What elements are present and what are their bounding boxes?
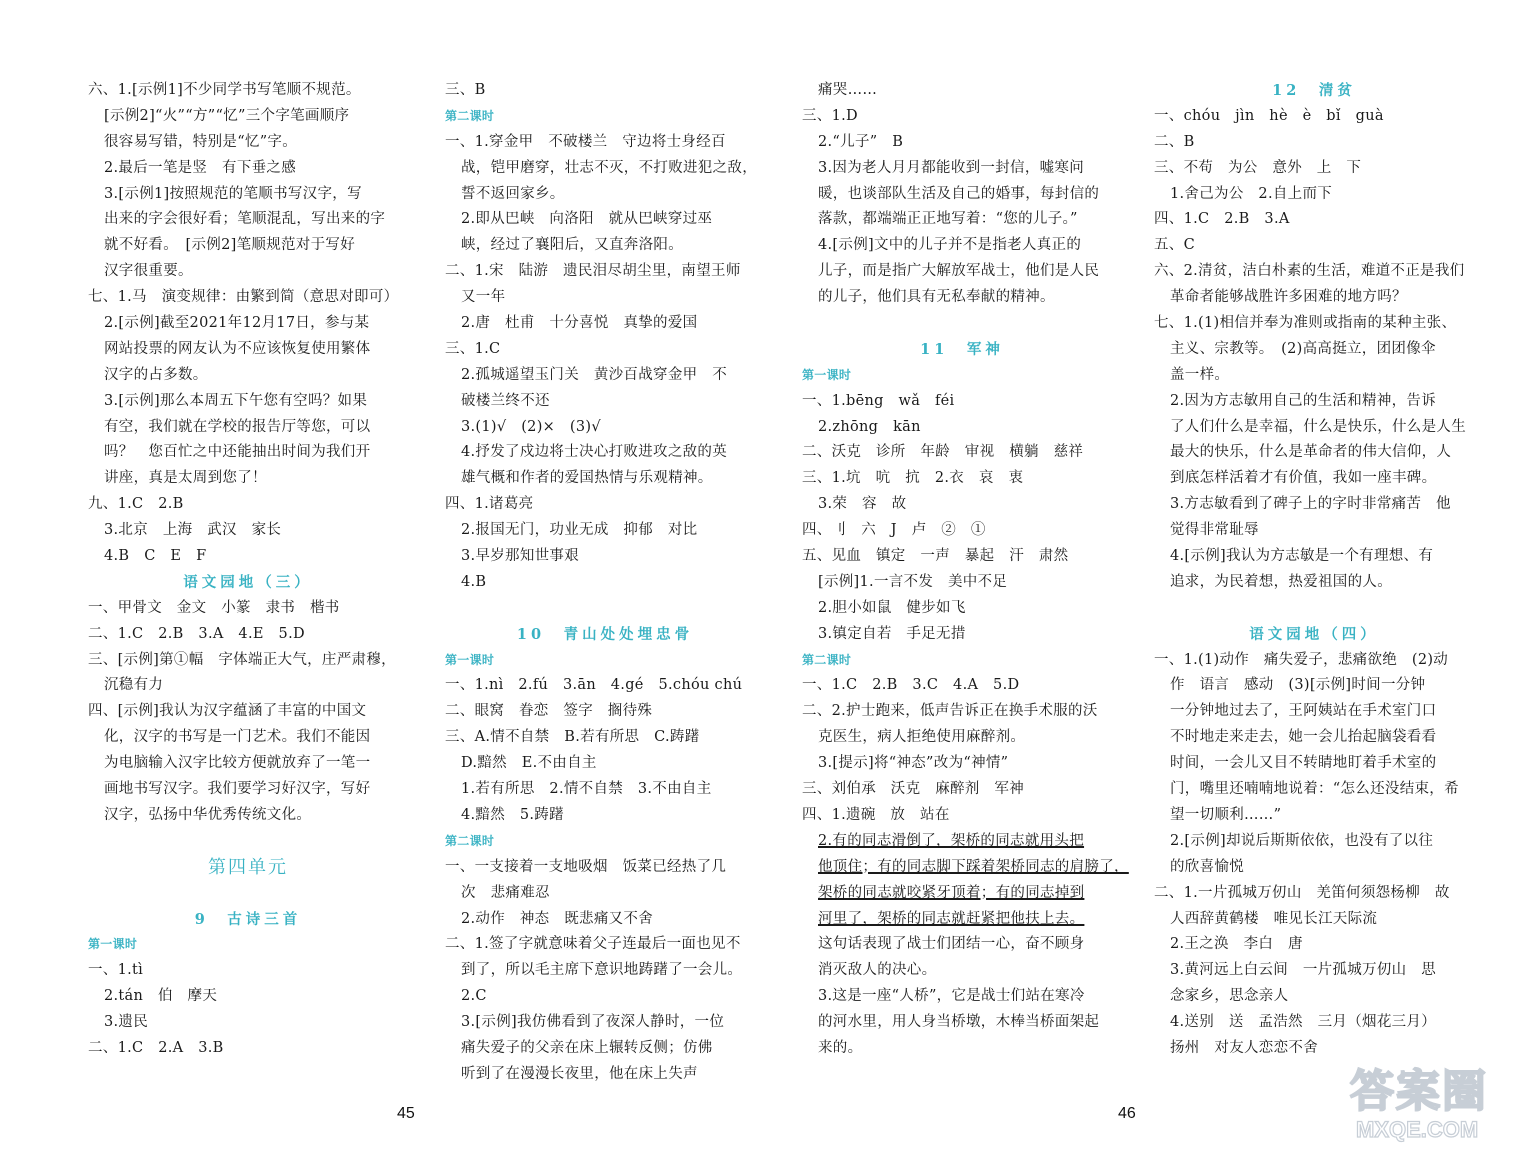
answer-line: 2.zhōng kān xyxy=(818,418,921,435)
answer-line: 2.胆小如鼠 健步如飞 xyxy=(818,599,966,616)
answer-line: 革命者能够战胜许多困难的地方吗？ xyxy=(1170,289,1407,306)
answer-line: 2.因为方志敏用自己的生活和精神，告诉 xyxy=(1170,392,1437,409)
answer-line: 峡，经过了襄阳后，又直奔洛阳。 xyxy=(461,237,683,254)
column-2 xyxy=(445,78,765,1088)
answer-line: [示例]1.一言不发 美中不足 xyxy=(818,573,1008,590)
answer-line: 一分钟地过去了，王阿姨站在手术室门口 xyxy=(1170,703,1437,720)
answer-line: 3.镇定自若 手足无措 xyxy=(818,625,966,642)
answer-line: 2.“儿子” B xyxy=(818,133,904,150)
answer-line: 3.(1)√ (2)× (3)√ xyxy=(461,418,601,435)
answer-line: 七、1.马 演变规律：由繁到简（意思对即可） xyxy=(88,289,399,306)
answer-line: 七、1.(1)相信并奉为准则或指南的某种主张、 xyxy=(1154,315,1457,332)
answer-line: 儿子，而是指广大解放军战士，他们是人民 xyxy=(818,263,1100,280)
lesson-label: 第一课时 xyxy=(445,652,495,667)
answer-line: 雄气概和作者的爱国热情与乐观精神。 xyxy=(461,470,713,487)
answer-line: 讲座，真是太周到您了！ xyxy=(104,470,267,487)
answer-line: 的欣喜愉悦 xyxy=(1170,858,1244,875)
answer-line: 3.[示例]我仿佛看到了夜深人静时，一位 xyxy=(461,1014,725,1031)
section-heading: 12 清贫 xyxy=(1272,82,1356,99)
answer-line: 3.因为老人月月都能收到一封信，嘘寒问 xyxy=(818,159,1085,176)
answer-line: 汉字，弘扬中华优秀传统文化。 xyxy=(104,806,312,823)
answer-line: 吗？ 您百忙之中还能抽出时间为我们开 xyxy=(104,444,371,461)
answer-line: 来的。 xyxy=(818,1039,863,1056)
lesson-label: 第一课时 xyxy=(802,367,852,382)
answer-line: 架桥的同志就咬紧牙顶着；有的同志掉到 xyxy=(818,884,1085,901)
answer-line: 为电脑输入汉字比较方便就放弃了一笔一 xyxy=(104,755,371,772)
answer-line: 网站投票的网友认为不应该恢复使用繁体 xyxy=(104,340,371,357)
answer-line: 三、不苟 为公 意外 上 下 xyxy=(1154,159,1362,176)
answer-line: 四、刂 六 J 卢 ② ① xyxy=(802,522,986,539)
answer-line: 念家乡，思念亲人 xyxy=(1170,988,1289,1005)
section-heading: 语文园地（四） xyxy=(1249,625,1379,643)
answer-line: 有空，我们就在学校的报告厅等您，可以 xyxy=(104,418,371,435)
answer-line: 克医生，病人拒绝使用麻醉剂。 xyxy=(818,729,1026,746)
answer-line: 这句话表现了战士们团结一心，奋不顾身 xyxy=(818,936,1085,953)
answer-line: 2.最后一笔是竖 有下垂之感 xyxy=(104,159,297,176)
answer-line: 4.B xyxy=(461,573,487,590)
answer-line: 四、[示例]我认为汉字蕴涵了丰富的中国文 xyxy=(88,703,367,720)
answer-line: 了人们什么是幸福，什么是快乐，什么是人生 xyxy=(1170,418,1466,435)
watermark-text: 答案圈 xyxy=(1350,1066,1488,1117)
answer-line: 作 语言 感动 (3)[示例]时间一分钟 xyxy=(1170,677,1426,694)
section-heading: 11 军神 xyxy=(920,340,1004,358)
answer-line: 一、1.tì xyxy=(88,962,144,979)
answer-line: 4.[示例]文中的儿子并不是指老人真正的 xyxy=(818,237,1082,254)
answer-line: 一、一支接着一支地吸烟 饭菜已经热了几 xyxy=(445,858,727,875)
answer-line: 2.即从巴峡 向洛阳 就从巴峡穿过巫 xyxy=(461,211,713,228)
answer-line: 一、1.C 2.B 3.C 4.A 5.D xyxy=(802,677,1020,694)
answer-line: 2.孤城遥望玉门关 黄沙百战穿金甲 不 xyxy=(461,366,728,383)
column-4 xyxy=(1154,78,1474,1062)
answer-line: 4.送别 送 孟浩然 三月（烟花三月） xyxy=(1170,1014,1437,1031)
answer-line: 3.荣 容 故 xyxy=(818,496,907,513)
answer-line: 3.[示例1]按照规范的笔顺书写汉字，写 xyxy=(104,185,362,202)
answer-line: 2.[示例]截至2021年12月17日，参与某 xyxy=(104,315,370,332)
answer-line xyxy=(802,311,1122,337)
answer-line: 三、A.情不自禁 B.若有所思 C.踌躇 xyxy=(445,729,700,746)
answer-line: 到底怎样活着才有价值，我如一座丰碑。 xyxy=(1170,470,1437,487)
answer-line: 3.北京 上海 武汉 家长 xyxy=(104,522,282,539)
section-heading: 语文园地（三） xyxy=(183,573,313,591)
answer-line: 破楼兰终不还 xyxy=(461,392,550,409)
answer-line: 四、1.C 2.B 3.A xyxy=(1154,211,1290,228)
answer-line: 二、1.一片孤城万仞山 羌笛何须怨杨柳 故 xyxy=(1154,884,1450,901)
answer-line: D.黯然 E.不由自主 xyxy=(461,755,597,772)
answer-line: 二、1.签了字就意味着父子连最后一面也见不 xyxy=(445,936,741,953)
answer-line: 痛失爱子的父亲在床上辗转反侧；仿佛 xyxy=(461,1039,713,1056)
answer-line: 4.抒发了戍边将士决心打败进攻之敌的英 xyxy=(461,444,728,461)
answer-line: 三、B xyxy=(445,82,486,98)
answer-line: 3.这是一座“人桥”，它是战士们站在寒冷 xyxy=(818,988,1085,1005)
answer-line: 2.王之涣 李白 唐 xyxy=(1170,936,1303,953)
answer-line: 四、1.遗碗 放 站在 xyxy=(802,806,950,823)
answer-line xyxy=(88,881,408,907)
answer-line: 一、1.nì 2.fú 3.ān 4.gé 5.chóu chú xyxy=(445,677,743,694)
section-heading: 9 古诗三首 xyxy=(194,910,302,928)
answer-line: 扬州 对友人恋恋不舍 xyxy=(1170,1039,1318,1056)
answer-line: 汉字很重要。 xyxy=(104,263,193,280)
answer-line: 一、1.穿金甲 不破楼兰 守边将士身经百 xyxy=(445,133,726,150)
answer-line: 2.动作 神态 既悲痛又不舍 xyxy=(461,910,654,927)
answer-line: 二、1.C 2.A 3.B xyxy=(88,1039,224,1056)
answer-line: 3.方志敏看到了碑子上的字时非常痛苦 他 xyxy=(1170,496,1451,513)
answer-line xyxy=(1154,596,1474,622)
answer-line: 九、1.C 2.B xyxy=(88,496,184,513)
answer-line: 痛哭…… xyxy=(818,82,878,98)
answer-line: 誓不返回家乡。 xyxy=(461,185,565,202)
answer-line: 三、1.D xyxy=(802,107,858,124)
page-number-left: 45 xyxy=(397,1105,415,1122)
answer-line: [示例2]“火”“方”“忆”三个字笔画顺序 xyxy=(104,107,350,124)
answer-line: 很容易写错，特别是“忆”字。 xyxy=(104,133,298,150)
answer-line: 不时地走来走去，她一会儿抬起脑袋看看 xyxy=(1170,729,1437,746)
section-heading: 10 青山处处埋忠骨 xyxy=(516,625,694,643)
answer-line: 三、1.坑 吭 抗 2.衣 哀 衷 xyxy=(802,470,1024,487)
answer-line: 战，铠甲磨穿，壮志不灭，不打败进犯之敌， xyxy=(461,159,757,176)
answer-line: 3.早岁那知世事艰 xyxy=(461,548,580,565)
answer-line: 二、1.宋 陆游 遗民泪尽胡尘里，南望王师 xyxy=(445,263,741,280)
answer-line: 汉字的占多数。 xyxy=(104,366,208,383)
answer-line: 望一切顺利……” xyxy=(1170,806,1282,823)
answer-line: 就不好看。 [示例2]笔顺规范对于写好 xyxy=(104,237,355,254)
answer-line: 4.[示例]我认为方志敏是一个有理想、有 xyxy=(1170,548,1434,565)
answer-line: 化，汉字的书写是一门艺术。我们不能因 xyxy=(104,729,371,746)
answer-line: 五、见血 镇定 一声 暴起 汗 肃然 xyxy=(802,548,1069,565)
watermark-logo xyxy=(1350,1055,1530,1147)
answer-line: 4.黯然 5.踌躇 xyxy=(461,806,564,823)
answer-line: 2.唐 杜甫 十分喜悦 真挚的爱国 xyxy=(461,315,698,332)
answer-line: 画地书写汉字。我们要学习好汉字，写好 xyxy=(104,781,371,798)
answer-line: 三、刘伯承 沃克 麻醉剂 军神 xyxy=(802,781,1024,798)
answer-line: 他顶住；有的同志脚下踩着架桥同志的肩膀了， xyxy=(818,858,1129,875)
answer-line: 1.舍己为公 2.自上而下 xyxy=(1170,185,1333,202)
answer-line: 2.C xyxy=(461,988,487,1005)
lesson-label: 第二课时 xyxy=(445,108,495,123)
answer-line: 时间，一会儿又目不转睛地盯着手术室的 xyxy=(1170,755,1437,772)
answer-line: 1.若有所思 2.情不自禁 3.不由自主 xyxy=(461,781,712,798)
answer-line: 出来的字会很好看；笔顺混乱，写出来的字 xyxy=(104,211,386,228)
column-1 xyxy=(88,78,408,1062)
answer-line: 2.[示例]却说后斯斯依依，也没有了以往 xyxy=(1170,832,1434,849)
answer-line: 的河水里，用人身当桥墩，木棒当桥面架起 xyxy=(818,1014,1100,1031)
answer-line: 2.有的同志滑倒了，架桥的同志就用头把 xyxy=(818,832,1085,849)
column-3 xyxy=(802,78,1129,1062)
answer-line: 落款，都端端正正地写着：“您的儿子。” xyxy=(818,211,1078,228)
answer-line: 沉稳有力 xyxy=(104,677,164,694)
answer-line: 二、沃克 诊所 年龄 审视 横躺 慈祥 xyxy=(802,444,1084,461)
lesson-label: 第二课时 xyxy=(802,652,852,667)
answer-line: 又一年 xyxy=(461,289,506,306)
answer-line: 暖，也谈部队生活及自己的婚事，每封信的 xyxy=(818,185,1100,202)
answer-line: 消灭敌人的决心。 xyxy=(818,962,937,979)
answer-line: 四、1.诸葛亮 xyxy=(445,496,534,513)
answer-line: 人西辞黄鹤楼 唯见长江天际流 xyxy=(1170,910,1378,927)
answer-line: 的儿子，他们具有无私奉献的精神。 xyxy=(818,289,1055,306)
answer-line: 盖一样。 xyxy=(1170,366,1230,383)
answer-line: 二、眼窝 眷恋 签字 搁待殊 xyxy=(445,703,653,720)
answer-line: 到了，所以毛主席下意识地踌躇了一会儿。 xyxy=(461,962,743,979)
answer-line: 最大的快乐，什么是革命者的伟大信仰，人 xyxy=(1170,444,1452,461)
answer-line: 主义、宗教等。 (2)高高挺立，团团像伞 xyxy=(1170,340,1436,357)
answer-line: 一、甲骨文 金文 小篆 隶书 楷书 xyxy=(88,599,340,616)
answer-line: 3.黄河远上白云间 一片孤城万仞山 思 xyxy=(1170,962,1437,979)
answer-line: 二、B xyxy=(1154,133,1195,150)
answer-line: 三、[示例]第①幅 字体端正大气，庄严肃穆， xyxy=(88,651,396,668)
watermark-url: MXQE.COM xyxy=(1356,1117,1479,1142)
answer-line: 觉得非常耻辱 xyxy=(1170,522,1259,539)
answer-line: 五、C xyxy=(1154,237,1195,254)
answer-line: 六、1.[示例1]不少同学书写笔顺不规范。 xyxy=(88,82,361,98)
answer-line: 听到了在漫漫长夜里，他在床上失声 xyxy=(461,1065,698,1082)
answer-line: 2.报国无门，功业无成 抑郁 对比 xyxy=(461,522,698,539)
answer-line: 2.tán 伯 摩天 xyxy=(104,988,218,1005)
answer-line: 六、2.清贫，洁白朴素的生活，难道不正是我们 xyxy=(1154,263,1465,280)
answer-line: 次 悲痛难忍 xyxy=(461,884,550,901)
answer-line: 河里了，架桥的同志就赶紧把他扶上去。 xyxy=(818,910,1085,927)
lesson-label: 第二课时 xyxy=(445,833,495,848)
answer-line xyxy=(88,829,408,855)
answer-line: 二、2.护士跑来，低声告诉正在换手术服的沃 xyxy=(802,703,1098,720)
answer-line: 3.遗民 xyxy=(104,1014,149,1031)
answer-line xyxy=(445,596,765,622)
answer-line: 追求，为民着想，热爱祖国的人。 xyxy=(1170,573,1392,590)
answer-line: 三、1.C xyxy=(445,340,501,357)
answer-line: 一、1.bēng wǎ féi xyxy=(802,392,955,409)
answer-line: 一、chóu jìn hè è bǐ guà xyxy=(1154,107,1384,124)
answer-line: 二、1.C 2.B 3.A 4.E 5.D xyxy=(88,625,305,642)
answer-line: 一、1.(1)动作 痛失爱子，悲痛欲绝 (2)动 xyxy=(1154,651,1449,668)
answer-line: 门，嘴里还喃喃地说着：“怎么还没结束，希 xyxy=(1170,781,1459,798)
answer-line: 3.[示例]那么本周五下午您有空吗？如果 xyxy=(104,392,368,409)
lesson-label: 第一课时 xyxy=(88,937,138,952)
answer-line: 4.B C E F xyxy=(104,548,207,565)
page-number-right: 46 xyxy=(1118,1105,1136,1122)
unit-title: 第四单元 xyxy=(208,856,288,878)
answer-line: 3.[提示]将“神态”改为“神情” xyxy=(818,755,1009,772)
